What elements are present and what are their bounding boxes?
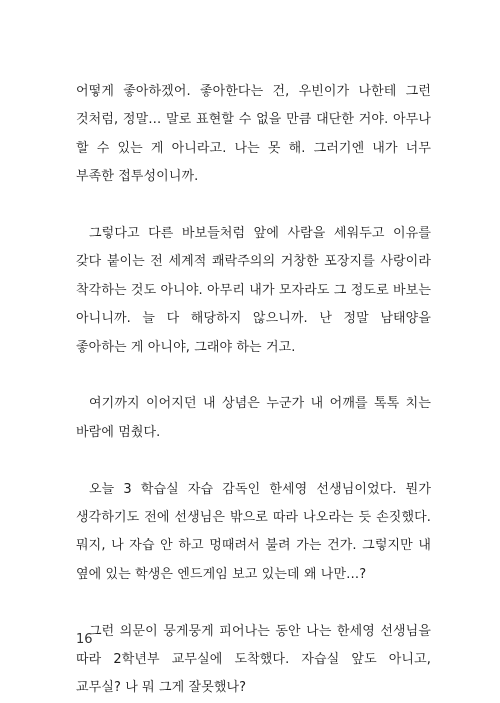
paragraph-2: 그렇다고 다른 바보들처럼 앞에 사람을 세워두고 이유를 갖다 붙이는 전 세계적 쾌락주의의 거창한 포장지를 사랑이라 착각하는 것도 아니야. 아무리 내가 모자라도 그 정도로 바보는 아니니까. 늘 다 해당하지 않으니까. 난 정말 남태양을 좋아하는 게 아니야, 그래야 하는 거고. xyxy=(76,226,431,355)
page-number: 16 xyxy=(76,632,93,647)
paragraph-1: 어떻게 좋아하겠어. 좋아한다는 건, 우빈이가 나한테 그런 것처럼, 정말… 말로 표현할 수 없을 만큼 대단한 거야. 아무나 할 수 있는 게 아니라고. 나는 못 해. 그러기엔 내가 너무 부족한 접투성이니까. xyxy=(76,84,431,185)
paragraph-4: 오늘 3 학습실 자습 감독인 한세영 선생님이었다. 뭔가 생각하기도 전에 선생님은 밖으로 따라 나오라는 듯 손짓했다. 뭐지, 나 자습 안 하고 멍때려서 불려 가는 건가. 그렇지만 내 옆에 있는 학생은 엔드게임 보고 있는데 왜 나만…? xyxy=(76,481,431,582)
body-text xyxy=(76,78,431,703)
paragraph-3: 여기까지 이어지던 내 상념은 누군가 내 어깨를 톡톡 치는 바람에 멈췄다. xyxy=(76,396,431,440)
paragraph-5: 그런 의문이 뭉게뭉게 피어나는 동안 나는 한세영 선생님을 따라 2학년부 교무실에 도착했다. 자습실 앞도 아니고, 교무실? 나 뭐 그게 잘못했나? xyxy=(76,623,431,696)
